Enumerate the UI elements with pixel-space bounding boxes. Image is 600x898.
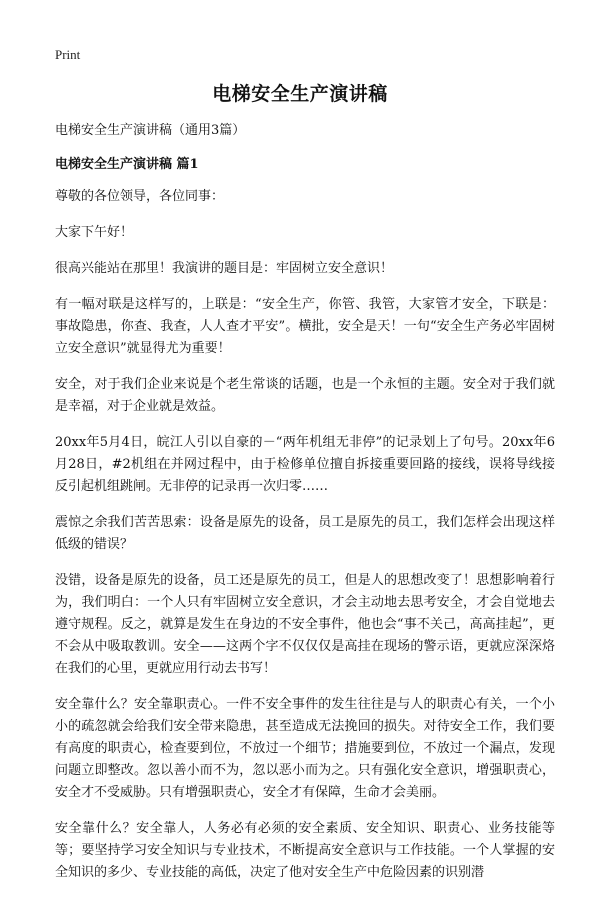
paragraph: 有一幅对联是这样写的，上联是：“安全生产，你管、我管，大家管才安全，下联是：事故隐患，你查、我查，人人查才平安”。横批，安全是天！一句“安全生产务必牢固树立安全意识”就显得尤为重要！ bbox=[55, 297, 555, 356]
paragraph: 安全靠什么？安全靠职责心。一件不安全事件的发生往往是与人的职责心有关，一个小小的疏忽就会给我们安全带来隐患，甚至造成无法挽回的损失。对待安全工作，我们要有高度的职责心，检查要到位，不放过一个细节；措施要到位，不放过一个漏点，发现问题立即整改。忽以善小而不为，忽以恶小而为之。只有强化安全意识，增强职责心，安全才不受威胁。只有增强职责心，安全才有保障，生命才会美丽。 bbox=[55, 697, 555, 800]
section-heading: 电梯安全生产演讲稿 篇1 bbox=[55, 157, 199, 172]
paragraph: 没错，设备是原先的设备，员工还是原先的员工，但是人的思想改变了！思想影响着行为，我们明白：一个人只有牢固树立安全意识，才会主动地去思考安全，才会自觉地去遵守规程。反之，就算是发生在身边的不安全事件，他也会“事不关己，高高挂起”，更不会从中吸取教训。安全——这两个字不仅仅仅是高挂在现场的警示语，更就应深深烙在我们的心里，更就应用行动去书写！ bbox=[55, 573, 555, 676]
document-body bbox=[55, 120, 555, 898]
document-subtitle: 电梯安全生产演讲稿（通用3篇） bbox=[55, 123, 246, 138]
paragraph: 震惊之余我们苦苦思索：设备是原先的设备，员工是原先的员工，我们怎样会出现这样低级的错误？ bbox=[55, 515, 555, 552]
paragraph: 安全靠什么？安全靠人，人务必有必须的安全素质、安全知识、职责心、业务技能等等；要坚持学习安全知识与专业技术，不断提高安全意识与工作技能。一个人掌握的安全知识的多少、专业技能的高低，决定了他对安全生产中危险因素的识别潜 bbox=[55, 821, 555, 880]
print-link[interactable]: Print bbox=[55, 47, 81, 62]
paragraph: 安全，对于我们企业来说是个老生常谈的话题，也是一个永恒的主题。安全对于我们就是幸福，对于企业就是效益。 bbox=[55, 377, 555, 414]
paragraph: 尊敬的各位领导，各位同事： bbox=[55, 189, 225, 204]
paragraph: 大家下午好！ bbox=[55, 225, 134, 240]
page-title: 电梯安全生产演讲稿 bbox=[212, 83, 388, 105]
paragraph: 很高兴能站在那里！我演讲的题目是：牢固树立安全意识！ bbox=[55, 261, 394, 276]
paragraph: 20xx年5月4日，皖江人引以自豪的－“两年机组无非停”的记录划上了句号。20xx年6月28日，#2机组在并网过程中，由于检修单位擅自拆接重要回路的接线，误将导线接反引起机组跳闸。无非停的记录再一次归零…… bbox=[55, 435, 555, 494]
